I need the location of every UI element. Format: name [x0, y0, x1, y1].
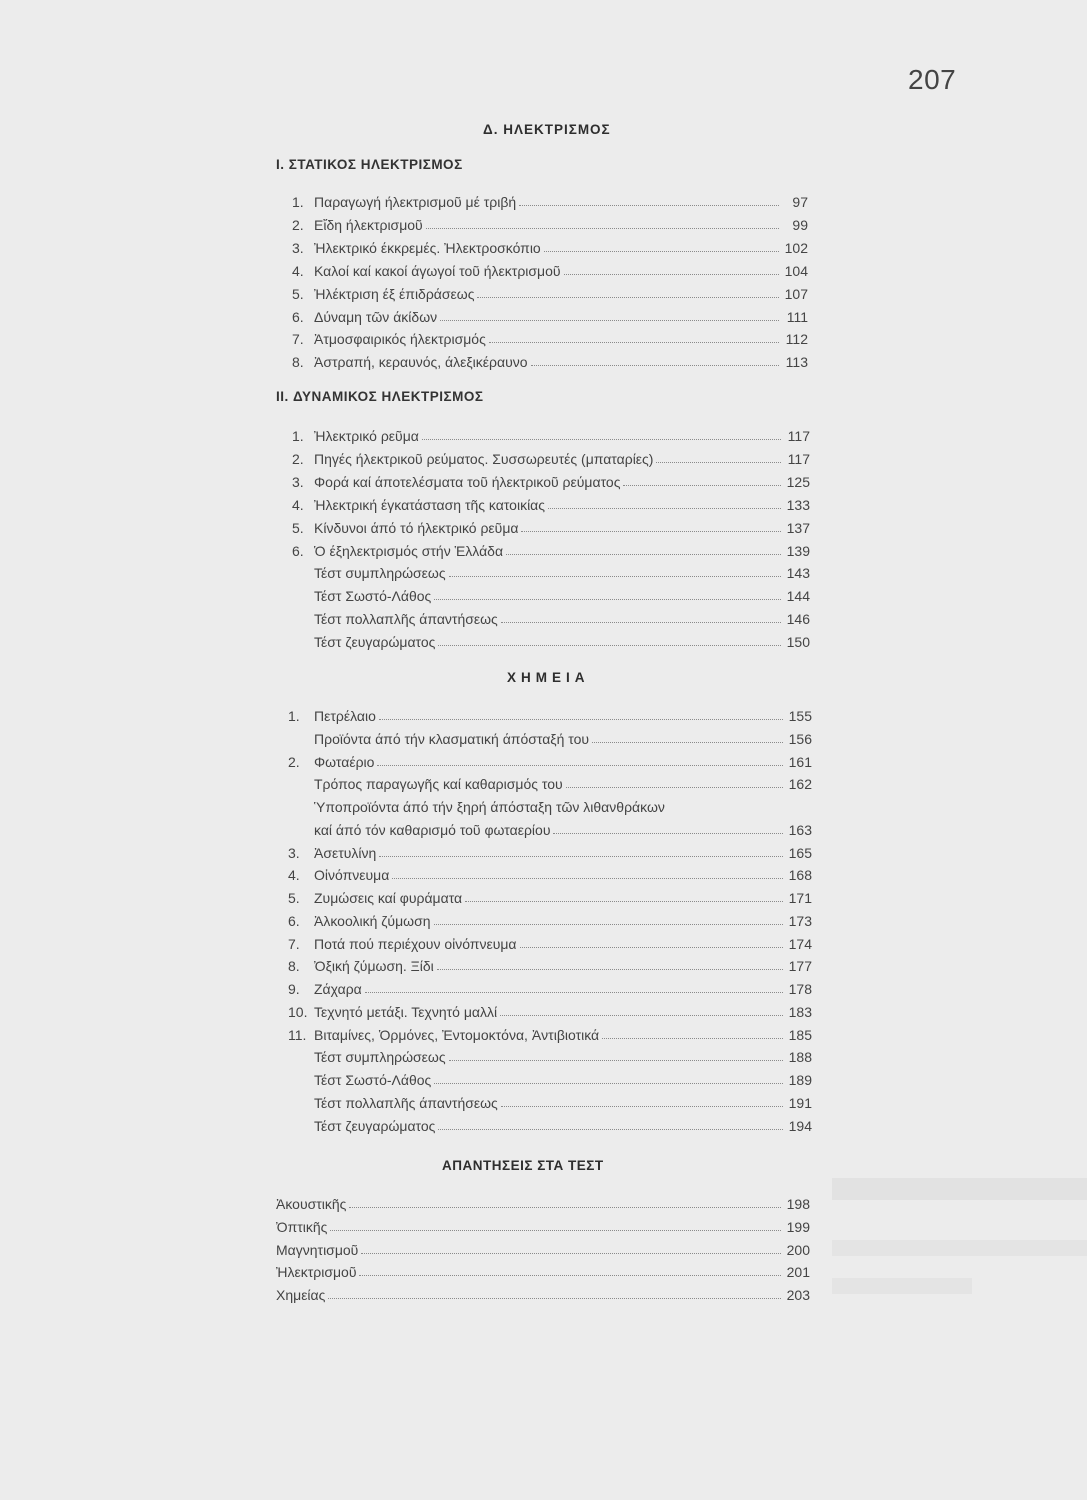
toc-entry-page: 143: [786, 565, 810, 582]
toc-entry-title: Τέστ Σωστό-Λάθος: [314, 1072, 432, 1088]
toc-entry-title: Ὑποπροϊόντα άπό τήν ξηρή άπόσταξη τῶν λιθανθράκων: [314, 799, 665, 815]
toc-entry-title: Φορά καί άποτελέσματα τοῦ ήλεκτρικοῦ ρεύματος: [314, 473, 621, 490]
toc-entry-page: 188: [788, 1049, 812, 1066]
toc-entry: [288, 772, 812, 792]
toc-entry-title: Τέστ συμπληρώσεως: [314, 565, 446, 582]
toc-dot-leader: [434, 1082, 783, 1084]
toc-entry-title: Τεχνητό μετάξι. Τεχνητό μαλλί: [314, 1003, 498, 1020]
toc-entry-number: 10.: [288, 1003, 308, 1020]
toc-entry: [288, 1023, 812, 1043]
toc-entry-title: Ζάχαρα: [314, 981, 362, 997]
toc-entry-number: 4.: [288, 867, 300, 884]
toc-entry-page: 125: [786, 473, 810, 490]
toc-entry-title: Πετρέλαιο: [314, 708, 376, 724]
toc-entry-title: Πηγές ήλεκτρικοῦ ρεύματος. Συσσωρευτές (μπαταρίες): [314, 450, 654, 467]
toc-entry-page: 199: [786, 1218, 810, 1235]
toc-entry-page: 203: [786, 1287, 810, 1304]
toc-entry-title: Μαγνητισμοῦ: [276, 1241, 359, 1258]
toc-entry: [288, 863, 812, 883]
toc-entry-title: Ἀτμοσφαιρικός ήλεκτρισμός: [314, 331, 486, 348]
toc-entry: [292, 607, 810, 627]
toc-entry-page: 111: [786, 308, 808, 325]
answers-title: ΑΠΑΝΤΗΣΕΙΣ ΣΤΑ ΤΕΣΤ: [442, 1158, 604, 1173]
toc-dot-leader: [361, 1252, 781, 1254]
toc-entry-title: Τέστ ζευγαρώματος: [314, 634, 436, 651]
toc-entry-page: 113: [785, 354, 808, 371]
electricity-title: Δ. ΗΛΕΚΤΡΙΣΜΟΣ: [483, 122, 611, 137]
toc-entry-page: 185: [788, 1026, 812, 1043]
toc-entry: [292, 282, 808, 302]
toc-dot-leader: [437, 968, 783, 970]
toc-entry-number: 2.: [288, 753, 300, 770]
toc-entry-title: Ἀσετυλίνη: [314, 844, 377, 861]
toc-entry-page: 155: [788, 708, 812, 724]
toc-entry-title: Ἠλέκτριση έξ έπιδράσεως: [314, 285, 475, 302]
toc-entry-title: Ποτά πού περιέχουν οἰνόπνευμα: [314, 935, 517, 952]
toc-entry-page: 137: [786, 519, 810, 536]
toc-entry: [288, 1045, 812, 1065]
toc-dot-leader: [553, 832, 783, 834]
toc-entry: [276, 1238, 810, 1258]
toc-entry: [276, 1192, 810, 1212]
toc-entry: [288, 841, 812, 861]
toc-entry: [292, 259, 808, 279]
toc-dot-leader: [426, 227, 779, 229]
toc-entry: [288, 1000, 812, 1020]
toc-entry: [292, 236, 808, 256]
toc-entry: [288, 977, 812, 997]
toc-entry-title: Εἴδη ήλεκτρισμοῦ: [314, 216, 423, 233]
toc-entry: [292, 516, 810, 536]
toc-entry-number: 6.: [292, 308, 304, 325]
bleed-through-bar: [832, 1240, 1087, 1256]
toc-entry-page: 168: [788, 867, 812, 884]
toc-entry-number: 1.: [288, 708, 300, 724]
toc-entry-page: 165: [788, 844, 812, 861]
toc-entry-number: 2.: [292, 450, 304, 467]
toc-dot-leader: [438, 644, 781, 646]
toc-entry: [288, 886, 812, 906]
toc-entry-title: Τέστ ζευγαρώματος: [314, 1117, 436, 1134]
toc-dot-leader: [500, 1014, 783, 1016]
toc-entry-number: 6.: [288, 912, 300, 929]
bleed-through-bar: [832, 1178, 1087, 1200]
toc-dot-leader: [520, 946, 783, 948]
toc-entry-number: 3.: [292, 239, 304, 256]
toc-entry: [288, 1091, 812, 1111]
toc-dot-leader: [422, 438, 781, 440]
toc-entry-page: 200: [786, 1241, 810, 1258]
toc-entry-title: Χημείας: [276, 1287, 326, 1304]
toc-dot-leader: [544, 250, 779, 252]
toc-entry-number: 8.: [288, 958, 300, 975]
toc-entry-page: 102: [784, 239, 808, 256]
toc-dot-leader: [489, 341, 779, 343]
toc-dot-leader: [330, 1229, 781, 1231]
toc-entry-title: Ζυμώσεις καί φυράματα: [314, 890, 463, 906]
toc-entry-page: 201: [786, 1264, 810, 1281]
toc-entry-title: Ὀπτικῆς: [276, 1218, 328, 1235]
toc-dot-leader: [434, 923, 783, 925]
toc-entry: [288, 909, 812, 929]
toc-entry-title: καί άπό τόν καθαρισμό τοῦ φωταερίου: [314, 821, 551, 838]
toc-entry-page: 97: [792, 194, 808, 210]
toc-entry-page: 171: [788, 890, 812, 906]
toc-entry-page: 191: [788, 1094, 812, 1111]
toc-entry-title: Ἠλεκτρικό έκκρεμές. Ἠλεκτροσκόπιο: [314, 239, 541, 256]
toc-dot-leader: [592, 741, 783, 743]
toc-entry-page: 177: [788, 958, 812, 975]
toc-entry-title: Παραγωγή ήλεκτρισμοῦ μέ τριβή: [314, 194, 517, 210]
toc-entry-number: 6.: [292, 542, 304, 559]
bleed-through-bar: [832, 1278, 972, 1294]
toc-entry-page: 104: [784, 262, 808, 279]
toc-entry: [292, 424, 810, 444]
toc-entry: [276, 1260, 810, 1280]
toc-entry: [292, 561, 810, 581]
toc-entry: [276, 1283, 810, 1303]
toc-dot-leader: [501, 1105, 783, 1107]
toc-entry-number: 4.: [292, 262, 304, 279]
toc-dot-leader: [449, 1059, 783, 1061]
toc-entry: [288, 1114, 812, 1134]
toc-entry-title: Κίνδυνοι άπό τό ήλεκτρικό ρεῦμα: [314, 519, 519, 536]
toc-entry-title: Ὁ έξηλεκτρισμός στήν Ἑλλάδα: [314, 542, 504, 559]
toc-entry-title: Προϊόντα άπό τήν κλασματική άπόσταξή του: [314, 730, 590, 747]
toc-entry-number: 8.: [292, 354, 304, 371]
toc-entry: [292, 584, 810, 604]
toc-entry-title: Ἀστραπή, κεραυνός, άλεξικέραυνο: [314, 354, 528, 371]
toc-entry-number: 5.: [288, 890, 300, 906]
toc-entry-page: 133: [786, 496, 810, 513]
toc-entry-page: 139: [786, 542, 810, 559]
toc-entry-page: 162: [788, 776, 812, 793]
toc-entry-page: 156: [788, 730, 812, 747]
toc-entry-number: 1.: [292, 428, 304, 444]
toc-entry: [276, 1215, 810, 1235]
toc-dot-leader: [328, 1297, 781, 1299]
toc-entry-number: 5.: [292, 285, 304, 302]
toc-entry-title: Δύναμη τῶν άκίδων: [314, 308, 438, 325]
toc-entry-number: 4.: [292, 496, 304, 513]
toc-entry: [288, 750, 812, 770]
toc-dot-leader: [365, 991, 783, 993]
toc-entry: [288, 704, 812, 724]
toc-entry-number: 1.: [292, 194, 304, 210]
toc-entry: [288, 818, 812, 838]
toc-entry: [292, 350, 808, 370]
toc-entry-page: 178: [788, 981, 812, 997]
toc-entry: [288, 954, 812, 974]
toc-entry-number: 9.: [288, 981, 300, 997]
toc-entry: [292, 630, 810, 650]
toc-entry-page: 112: [785, 331, 808, 348]
toc-dot-leader: [501, 621, 781, 623]
toc-entry-title: Ἠλεκτρισμοῦ: [276, 1264, 357, 1281]
toc-entry-title: Τέστ πολλαπλῆς άπαντήσεως: [314, 1094, 498, 1111]
toc-entry-page: 146: [786, 611, 810, 628]
toc-dot-leader: [548, 507, 781, 509]
toc-dot-leader: [377, 764, 783, 766]
toc-entry-title: Ἀκουστικῆς: [276, 1196, 347, 1212]
toc-entry-page: 189: [788, 1072, 812, 1088]
toc-entry-page: 99: [792, 216, 808, 233]
toc-dot-leader: [531, 364, 779, 366]
toc-entry-title: Φωταέριο: [314, 753, 375, 770]
toc-entry-page: 194: [788, 1117, 812, 1134]
toc-entry-page: 163: [788, 821, 812, 838]
toc-dot-leader: [438, 1128, 783, 1130]
dynamic-electricity-title: II. ΔΥΝΑΜΙΚΟΣ ΗΛΕΚΤΡΙΣΜΟΣ: [276, 389, 484, 404]
toc-entry-title: Τέστ Σωστό-Λάθος: [314, 588, 432, 605]
toc-entry-page: 150: [786, 634, 810, 651]
toc-entry: [292, 213, 808, 233]
toc-entry-title: Καλοί καί κακοί άγωγοί τοῦ ήλεκτρισμοῦ: [314, 262, 561, 279]
toc-entry-page: 107: [784, 285, 808, 302]
toc-dot-leader: [379, 718, 783, 720]
toc-entry-page: 183: [788, 1003, 812, 1020]
toc-dot-leader: [506, 553, 781, 555]
toc-entry-page: 144: [786, 588, 810, 605]
toc-entry: [288, 1068, 812, 1088]
chemistry-title: ΧΗΜΕΙΑ: [507, 670, 590, 685]
toc-entry: [292, 470, 810, 490]
toc-dot-leader: [656, 461, 781, 463]
static-electricity-title: I. ΣΤΑΤΙΚΟΣ ΗΛΕΚΤΡΙΣΜΟΣ: [276, 157, 463, 172]
toc-entry: [292, 327, 808, 347]
toc-entry-title: Βιταμίνες, Ὁρμόνες, Ἐντομοκτόνα, Ἀντιβιοτικά: [314, 1026, 600, 1043]
toc-entry: [292, 493, 810, 513]
toc-entry-page: 174: [788, 935, 812, 952]
toc-entry-number: 5.: [292, 519, 304, 536]
toc-entry: [288, 795, 812, 815]
toc-entry: [288, 932, 812, 952]
toc-entry-title: Ἀλκοολική ζύμωση: [314, 912, 431, 929]
toc-dot-leader: [623, 484, 781, 486]
toc-dot-leader: [392, 877, 783, 879]
toc-dot-leader: [465, 900, 783, 902]
toc-entry-title: Τέστ πολλαπλῆς άπαντήσεως: [314, 611, 498, 628]
toc-entry: [292, 447, 810, 467]
toc-entry: [288, 727, 812, 747]
toc-dot-leader: [602, 1037, 783, 1039]
toc-entry: [292, 539, 810, 559]
toc-entry-title: Οἰνόπνευμα: [314, 867, 390, 884]
toc-entry-number: 7.: [288, 935, 300, 952]
toc-entry-title: Τέστ συμπληρώσεως: [314, 1049, 446, 1066]
toc-dot-leader: [566, 786, 783, 788]
toc-dot-leader: [521, 530, 781, 532]
toc-entry-number: 2.: [292, 216, 304, 233]
toc-entry-page: 161: [788, 753, 812, 770]
toc-entry-number: 3.: [288, 844, 300, 861]
toc-entry: [292, 305, 808, 325]
toc-dot-leader: [477, 296, 779, 298]
toc-dot-leader: [564, 273, 779, 275]
toc-dot-leader: [379, 855, 783, 857]
toc-dot-leader: [449, 575, 781, 577]
toc-entry-title: Ἠλεκτρικό ρεῦμα: [314, 428, 419, 444]
toc-entry-title: Τρόπος παραγωγῆς καί καθαρισμός του: [314, 776, 563, 793]
toc-entry-title: Ὀξική ζύμωση. Ξίδι: [314, 958, 434, 975]
toc-dot-leader: [519, 204, 779, 206]
toc-dot-leader: [349, 1206, 781, 1208]
toc-entry-number: 3.: [292, 473, 304, 490]
toc-entry-number: 11.: [288, 1026, 307, 1043]
toc-entry: [292, 190, 808, 210]
toc-entry-page: 198: [786, 1196, 810, 1212]
toc-dot-leader: [440, 319, 779, 321]
toc-dot-leader: [434, 598, 781, 600]
toc-entry-number: 7.: [292, 331, 304, 348]
toc-entry-page: 117: [787, 450, 810, 467]
toc-dot-leader: [359, 1274, 781, 1276]
toc-entry-page: 173: [788, 912, 812, 929]
toc-entry-title: Ἠλεκτρική έγκατάσταση τῆς κατοικίας: [314, 496, 546, 513]
toc-entry-page: 117: [787, 428, 810, 444]
page-number: 207: [908, 64, 957, 95]
